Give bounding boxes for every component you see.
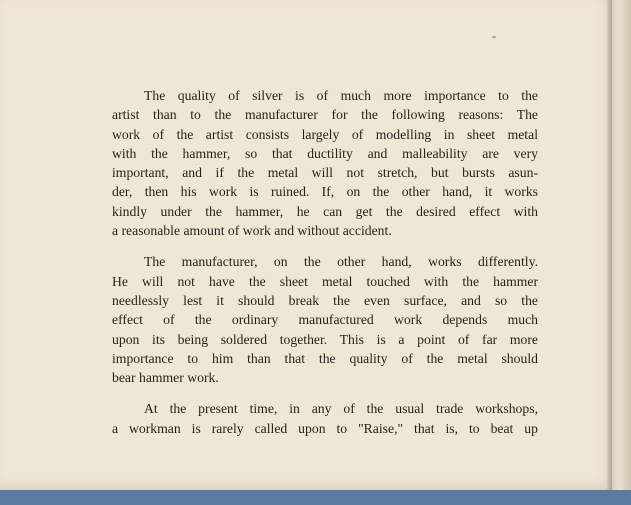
text-line: upon its being soldered together. This is a point of far more [112,331,538,347]
text-line: effect of the ordinary manufactured work depends much [112,312,538,328]
paper-speck [492,36,496,38]
paragraph-2 [112,252,538,387]
text-line: with the hammer, so that ductility and malleability are very [112,145,538,161]
text-line: bear hammer work. [112,370,219,386]
text-line: work of the artist consists largely of modelling in sheet metal [112,126,538,142]
text-line: At the present time, in any of the usual trade workshops, [144,401,538,417]
body-text [112,86,538,450]
text-line: artist than to the manufacturer for the following reasons: The [112,107,538,123]
text-line: important, and if the metal will not stretch, but bursts asun- [112,165,538,181]
text-line: He will not have the sheet metal touched with the hammer [112,273,538,289]
text-line: The manufacturer, on the other hand, works differently. [144,254,538,270]
text-line: a reasonable amount of work and without accident. [112,223,392,239]
text-line: kindly under the hammer, he can get the desired effect with [112,203,538,219]
text-line: The quality of silver is of much more importance to the [144,88,538,103]
facing-page-edge [612,0,631,505]
paragraph-1 [112,86,538,240]
cover-edge [0,490,631,505]
text-line: needlessly lest it should break the even surface, and so the [112,292,538,308]
text-line: importance to him than that the quality of the metal should [112,350,538,366]
paragraph-3 [112,399,538,438]
text-line: a workman is rarely called upon to "Raise," that is, to beat up [112,420,538,436]
text-line: der, then his work is ruined. If, on the other hand, it works [112,184,538,200]
